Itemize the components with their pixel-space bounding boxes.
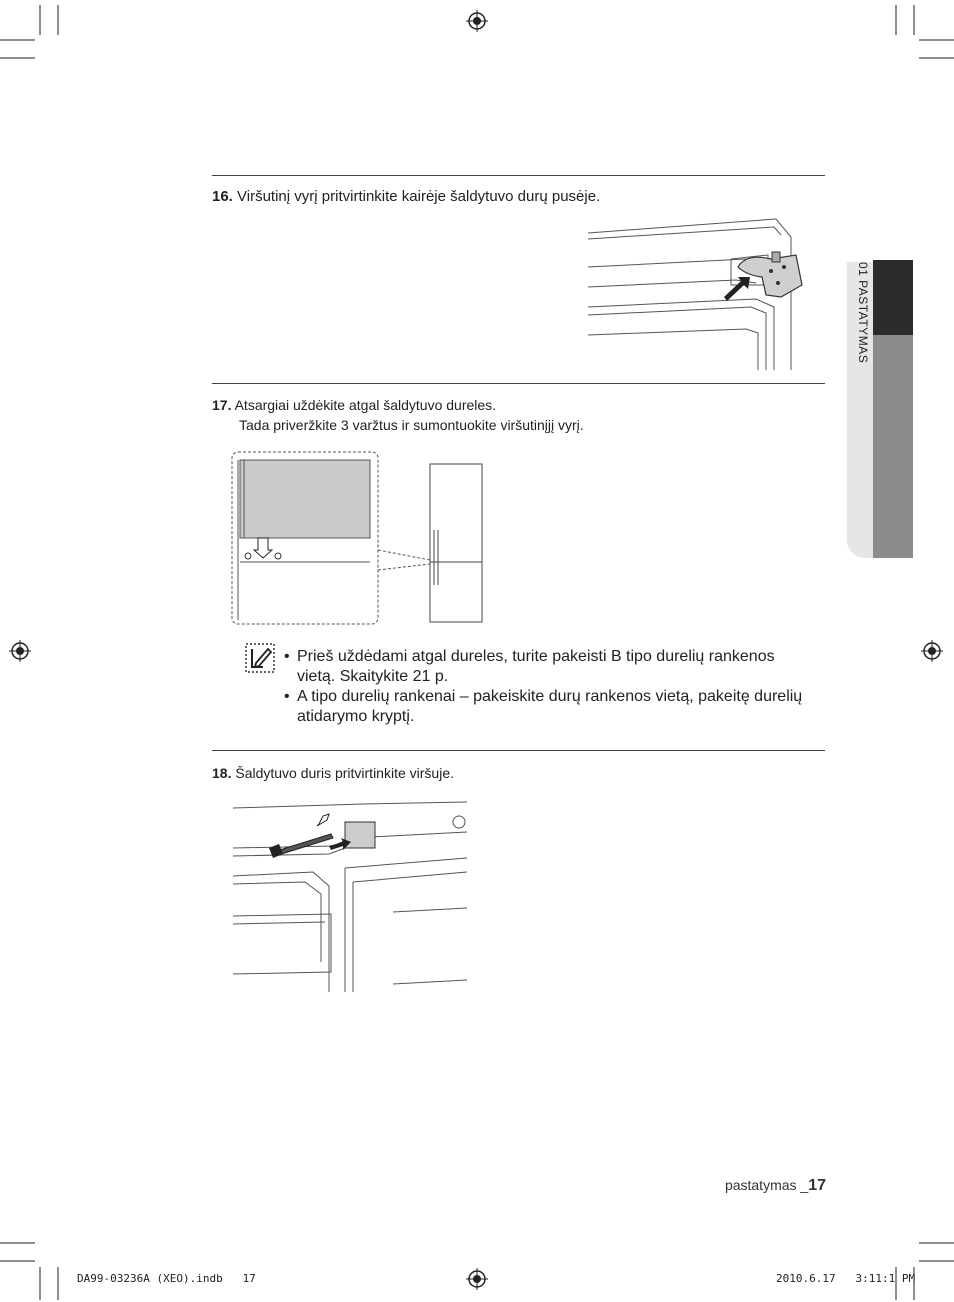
registration-mark-icon (9, 640, 31, 662)
step-text: Šaldytuvo duris pritvirtinkite viršuje. (235, 765, 454, 781)
note-bullet-text: A tipo durelių rankenai – pakeiskite durų rankenos vietą, pakeitę durelių atidarymo kryptį. (297, 688, 803, 725)
page-number (725, 1177, 826, 1195)
door-top-illustration (233, 802, 467, 992)
divider (212, 750, 825, 751)
side-tab-inactive (873, 335, 913, 558)
note-block (284, 647, 814, 727)
note-bullet: • Prieš uždėdami atgal dureles, turite pakeisti B tipo durelių rankenos vietą. Skaitykite 21 p. (284, 647, 814, 687)
registration-mark-icon (466, 1268, 488, 1290)
side-tab-active (873, 260, 913, 335)
date-info: 2010.6.17 3:11:1 PM (776, 1272, 916, 1285)
hinge-illustration (586, 215, 816, 370)
step-number: 17. (212, 397, 232, 413)
section-name: pastatymas _ (724, 1177, 809, 1193)
divider (212, 175, 825, 176)
step-text: Viršutinį vyrį pritvirtinkite kairėje šaldytuvo durų pusėje. (237, 188, 601, 205)
side-tab-label: 01 PASTATYMAS (856, 262, 870, 364)
page-number-value: 17 (808, 1177, 826, 1194)
step-16 (212, 187, 812, 206)
note-icon (245, 643, 275, 673)
door-install-illustration (230, 450, 490, 630)
registration-mark-icon (466, 10, 488, 32)
note-bullet-text: Prieš uždėdami atgal dureles, turite pakeisti B tipo durelių rankenos vietą. Skaitykite 21 p. (297, 648, 775, 685)
note-bullet: • A tipo durelių rankenai – pakeiskite durų rankenos vietą, pakeitę durelių atidarymo kryptį. (284, 687, 814, 727)
divider (212, 383, 825, 384)
step-number: 18. (212, 765, 232, 781)
registration-mark-icon (921, 640, 943, 662)
step-number: 16. (212, 188, 233, 205)
file-info: DA99-03236A (XEO).indb 17 (77, 1272, 256, 1285)
step-text-line2: Tada priveržkite 3 varžtus ir sumontuokite viršutinįjį vyrį. (239, 417, 584, 433)
step-17 (212, 395, 812, 435)
step-text-line1: Atsargiai uždėkite atgal šaldytuvo dureles. (234, 397, 497, 413)
step-18 (212, 763, 812, 783)
